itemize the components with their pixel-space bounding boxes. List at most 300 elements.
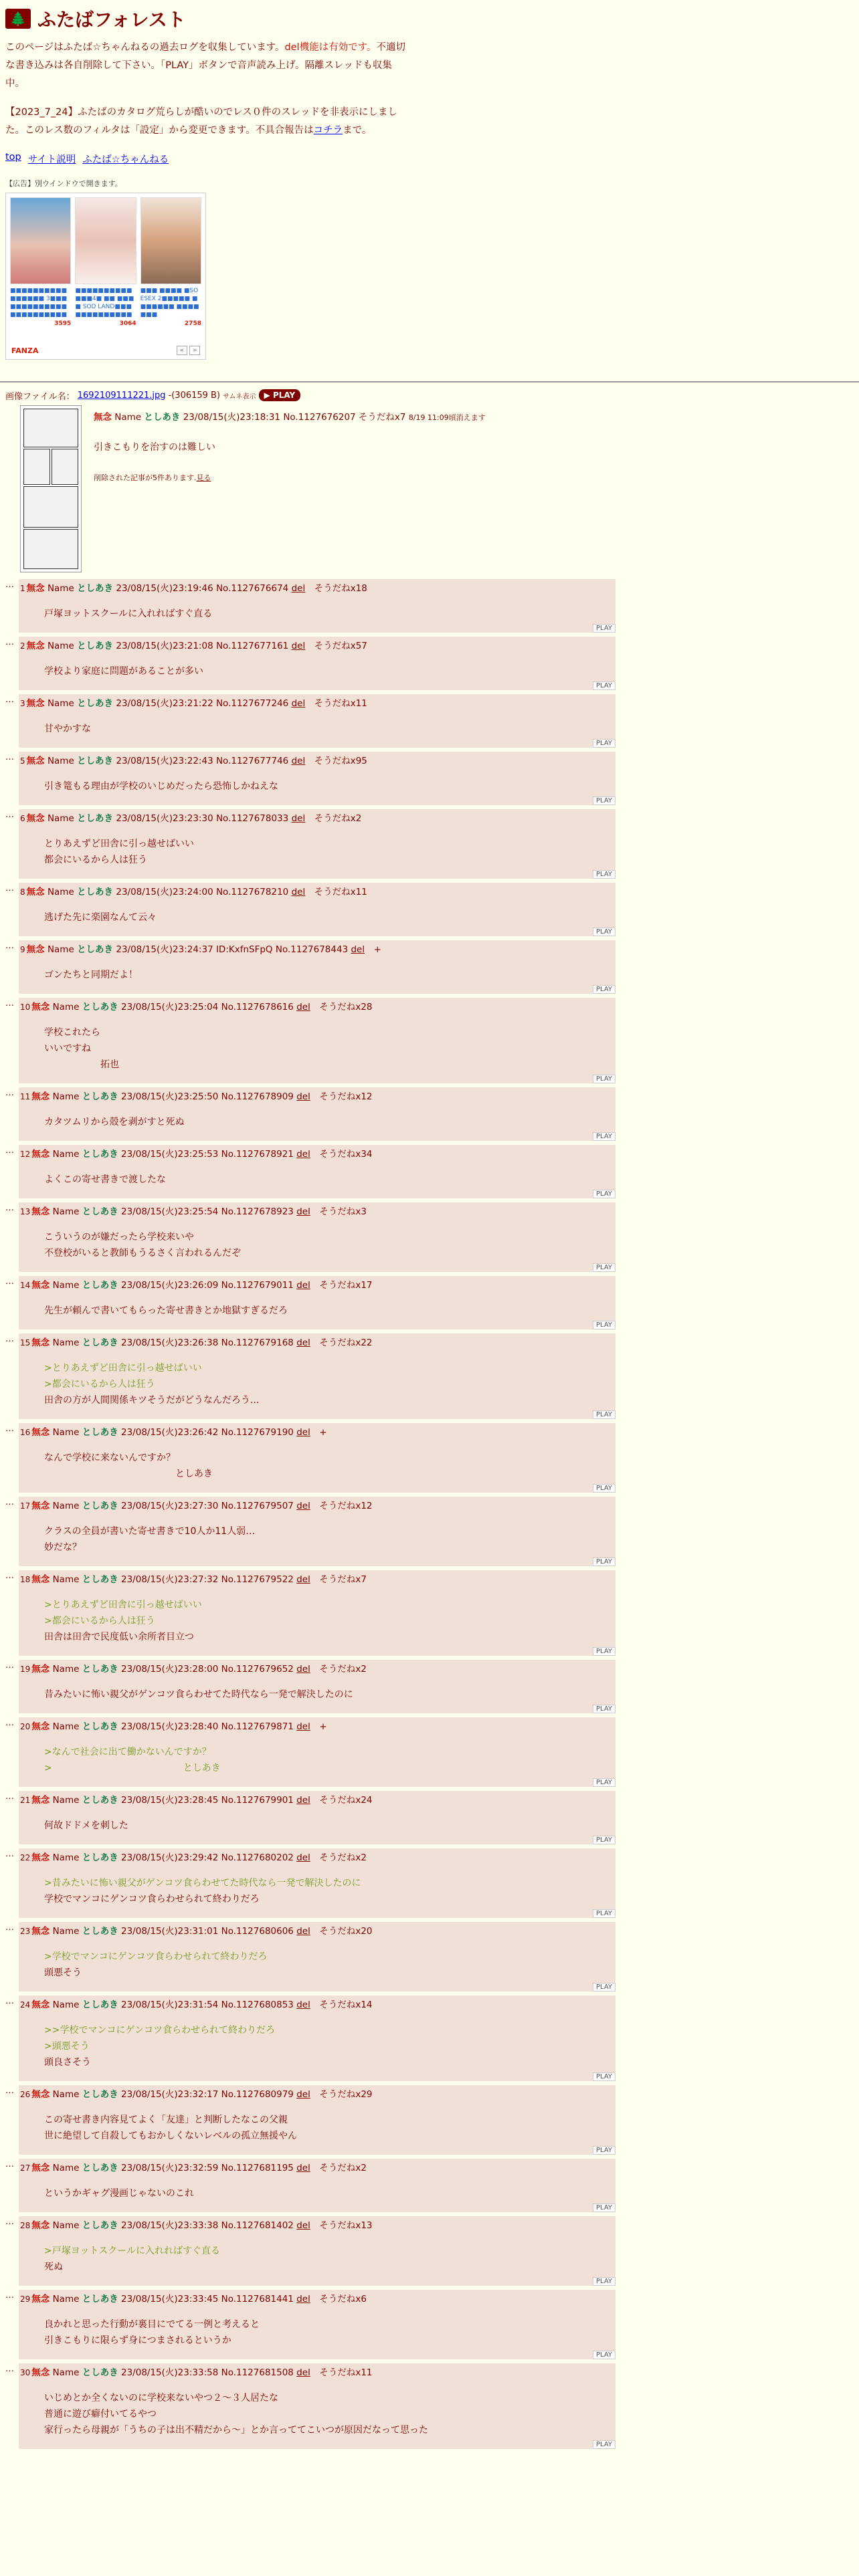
- reply-play-button[interactable]: PLAY: [593, 1836, 615, 1844]
- reply-row: [5, 940, 854, 994]
- reply-post-number[interactable]: No.1127677246: [215, 698, 289, 709]
- reply-name-label: Name: [47, 887, 74, 897]
- reply-spacer: [19, 1261, 615, 1272]
- reply-del-link[interactable]: del: [351, 944, 365, 955]
- reply-text: [44, 1172, 615, 1188]
- site-title-row: [5, 5, 854, 32]
- ad-description[interactable]: ■■■■■■■■■■■■■■■■ 3■■■■■■■■■■■■■■■■■■■■■■■: [10, 288, 68, 318]
- reply-datetime: 23/08/15(火)23:27:30: [121, 1501, 219, 1511]
- reply-header: [19, 1333, 615, 1348]
- reply-del-link[interactable]: del: [296, 1501, 310, 1511]
- reply-spacer: [19, 622, 615, 633]
- reply-del-link[interactable]: del: [296, 2220, 310, 2231]
- reply-datetime: 23/08/15(火)23:27:32: [121, 1574, 219, 1585]
- reply-play-button[interactable]: PLAY: [593, 2440, 615, 2449]
- reply-play-button[interactable]: PLAY: [593, 2146, 615, 2155]
- reply-play-button[interactable]: PLAY: [593, 681, 615, 690]
- reply-spacer: [19, 1408, 615, 1419]
- reply-sodane[interactable]: そうだねx57: [314, 641, 367, 651]
- reply-post-number[interactable]: No.1127681195: [221, 2163, 294, 2173]
- reply-number: 15: [20, 1338, 31, 1348]
- reply-number: 16: [20, 1428, 31, 1437]
- reply-spacer: [19, 1645, 615, 1656]
- ad-label: 【広告】別ウインドウで開きます。: [5, 179, 122, 188]
- ad-price: 3064: [119, 320, 136, 327]
- ad-description[interactable]: ■■■ ■■■■ ■SOESEX 2■■■■■ ■■■■■■■ ■■■■■■■: [140, 288, 199, 318]
- reply-post-number[interactable]: No.1127681441: [221, 2294, 294, 2304]
- reply-sodane[interactable]: そうだねx11: [314, 698, 367, 709]
- reply-number: 18: [20, 1575, 31, 1584]
- reply-sodane[interactable]: そうだねx95: [314, 756, 367, 766]
- op-play-button[interactable]: ▶ PLAY: [259, 389, 301, 401]
- reply-subject: 無念: [31, 1795, 50, 1806]
- reply-play-button[interactable]: PLAY: [593, 2351, 615, 2359]
- reply-post-number[interactable]: ID:KxfnSFpQ No.1127678443: [215, 944, 349, 955]
- reply-play-button[interactable]: PLAY: [593, 739, 615, 748]
- reply-del-link[interactable]: del: [291, 813, 306, 824]
- reply-name: としあき: [77, 944, 114, 955]
- reply-header: [19, 1497, 615, 1511]
- reply-post-number[interactable]: No.1127678616: [221, 1002, 294, 1012]
- reply-number: 10: [20, 1002, 31, 1012]
- reply-row: [5, 752, 854, 805]
- reply-row: [5, 1087, 854, 1141]
- reply-datetime: 23/08/15(火)23:32:17: [121, 2089, 219, 2100]
- reply-post-number[interactable]: No.1127679652: [221, 1664, 294, 1675]
- reply-sodane[interactable]: そうだねx2: [314, 813, 362, 824]
- reply-number: 17: [20, 1501, 31, 1511]
- reply-dots: …: [5, 1923, 13, 1933]
- nav-futaba-link[interactable]: ふたば☆ちゃんねる: [82, 154, 169, 165]
- reply-post-number[interactable]: No.1127676674: [215, 583, 289, 594]
- reply-sodane[interactable]: そうだねx12: [319, 1501, 373, 1511]
- reply-sodane[interactable]: そうだねx2: [319, 2163, 367, 2173]
- text-line: 頭良さそう: [44, 2057, 91, 2068]
- reply-sodane[interactable]: そうだねx18: [314, 583, 367, 594]
- reply-del-link[interactable]: del: [296, 2367, 310, 2378]
- reply-play-button[interactable]: PLAY: [593, 928, 615, 936]
- reply-spacer: [19, 1188, 615, 1198]
- reply-del-link[interactable]: del: [296, 1926, 310, 1937]
- reply-sodane[interactable]: そうだねx13: [319, 2220, 373, 2231]
- reply-post-number[interactable]: No.1127678909: [221, 1091, 294, 1102]
- reply-del-link[interactable]: del: [291, 641, 306, 651]
- reply-del-link[interactable]: del: [296, 1002, 310, 1012]
- reply-text: [44, 1949, 615, 1981]
- reply-row: [5, 2290, 854, 2359]
- reply-play-button[interactable]: PLAY: [593, 624, 615, 633]
- ad-item[interactable]: [10, 197, 71, 327]
- ad-prev-button[interactable]: <: [177, 346, 187, 355]
- reply-sodane[interactable]: そうだねx28: [319, 1002, 373, 1012]
- reply-header: [19, 637, 615, 651]
- reply-spacer: [19, 1776, 615, 1787]
- reply-subject: 無念: [31, 1091, 50, 1102]
- reply-dots: …: [5, 580, 13, 590]
- text-line: こういうのが嫌だったら学校来いや: [44, 1232, 194, 1243]
- reply-name-label: Name: [52, 1852, 80, 1863]
- reply-sodane[interactable]: そうだねx7: [319, 1574, 367, 1585]
- site-logo-icon[interactable]: 🌲: [5, 9, 31, 29]
- reply-post-number[interactable]: No.1127681508: [221, 2367, 294, 2378]
- deleted-note-text: 削除された記事が5件あります.: [94, 473, 197, 482]
- reply-name-label: Name: [52, 1280, 80, 1291]
- reply-datetime: 23/08/15(火)23:21:08: [116, 641, 213, 651]
- reply-del-link[interactable]: del: [296, 2089, 310, 2100]
- reply-post-number[interactable]: No.1127679011: [221, 1280, 294, 1291]
- reply-del-link[interactable]: del: [296, 1337, 310, 1348]
- reply-number: 8: [20, 887, 25, 897]
- reply-sodane[interactable]: そうだねx20: [319, 1926, 373, 1937]
- reply-post: [19, 579, 615, 633]
- reply-datetime: 23/08/15(火)23:26:09: [121, 1280, 219, 1291]
- text-line: 不登校がいると教師もうるさく言われるんだぞ: [44, 1248, 241, 1259]
- reply-header: [19, 2216, 615, 2231]
- reply-spacer: [19, 1319, 615, 1329]
- reply-datetime: 23/08/15(火)23:25:53: [121, 1149, 219, 1160]
- reply-header: [19, 2085, 615, 2100]
- quote-line: >とりあえずど田舎に引っ越せばいい: [44, 1600, 202, 1610]
- reply-text: [44, 1818, 615, 1834]
- reply-play-button[interactable]: PLAY: [593, 985, 615, 994]
- reply-dots: …: [5, 998, 13, 1008]
- reply-post-number[interactable]: No.1127677161: [215, 641, 289, 651]
- reply-play-button[interactable]: PLAY: [593, 1410, 615, 1419]
- reply-spacer: [19, 1907, 615, 1918]
- manga-panel: [23, 409, 78, 447]
- reply-play-button[interactable]: PLAY: [593, 2204, 615, 2212]
- reply-del-link[interactable]: del: [291, 698, 306, 709]
- reply-subject: 無念: [31, 2163, 50, 2173]
- reply-play-button[interactable]: PLAY: [593, 1558, 615, 1566]
- reply-del-link[interactable]: del: [296, 1091, 310, 1102]
- reply-sodane[interactable]: +: [373, 944, 381, 955]
- reply-play-button[interactable]: PLAY: [593, 1983, 615, 1992]
- reply-post-number[interactable]: No.1127679522: [221, 1574, 294, 1585]
- reply-number: 23: [20, 1927, 31, 1936]
- reply-post-number[interactable]: No.1127678210: [215, 887, 289, 897]
- reply-dots: …: [5, 2217, 13, 2227]
- op-sodane[interactable]: そうだねx7: [358, 412, 406, 423]
- nav-top-link[interactable]: top: [5, 152, 21, 163]
- reply-name-label: Name: [47, 698, 74, 709]
- ad-item[interactable]: [75, 197, 136, 327]
- quote-line: >>学校でマンコにゲンコツ食らわせられて終わりだろ: [44, 2025, 276, 2036]
- reply-sodane[interactable]: そうだねx14: [319, 2000, 373, 2010]
- reply-post-number[interactable]: No.1127678923: [221, 1206, 294, 1217]
- reply-post-number[interactable]: No.1127680606: [221, 1926, 294, 1937]
- reply-dots: …: [5, 1849, 13, 1859]
- reply-text: [44, 778, 615, 794]
- text-line: 学校でマンコにゲンコツ食らわせられて終わりだろ: [44, 1894, 260, 1905]
- reply-name-label: Name: [52, 1149, 80, 1160]
- reply-number: 20: [20, 1722, 31, 1731]
- reply-header: [19, 752, 615, 766]
- reply-header: [19, 940, 615, 955]
- reply-post: [19, 1423, 615, 1493]
- reply-post-number[interactable]: No.1127680202: [221, 1852, 294, 1863]
- reply-play-button[interactable]: PLAY: [593, 1321, 615, 1329]
- reply-number: 26: [20, 2090, 31, 2099]
- text-line: としあき: [44, 1469, 213, 1479]
- reply-name-label: Name: [52, 2367, 80, 2378]
- reply-post-number[interactable]: No.1127678921: [221, 1149, 294, 1160]
- reply-play-button[interactable]: PLAY: [593, 1647, 615, 1656]
- reply-dots: …: [5, 637, 13, 647]
- reply-subject: 無念: [31, 1664, 50, 1675]
- ad-thumbnail[interactable]: [75, 197, 136, 284]
- reply-sodane[interactable]: そうだねx34: [319, 1149, 373, 1160]
- reply-post-number[interactable]: No.1127677746: [215, 756, 289, 766]
- reply-del-link[interactable]: del: [291, 756, 306, 766]
- reply-datetime: 23/08/15(火)23:25:50: [121, 1091, 219, 1102]
- op-datetime: 23/08/15(火)23:18:31: [183, 412, 281, 423]
- reply-name-label: Name: [52, 2163, 80, 2173]
- reply-sodane[interactable]: そうだねx2: [319, 1664, 367, 1675]
- reply-post-number[interactable]: No.1127679168: [221, 1337, 294, 1348]
- reply-header: [19, 1276, 615, 1291]
- reply-post: [19, 1202, 615, 1272]
- reply-sodane[interactable]: +: [319, 1427, 327, 1438]
- reply-dots: …: [5, 1088, 13, 1098]
- quote-line: >とりあえずど田舎に引っ越せばいい: [44, 1363, 202, 1374]
- reply-spacer: [19, 983, 615, 994]
- ad-thumbnail[interactable]: [10, 197, 71, 284]
- reply-post-number[interactable]: No.1127679871: [221, 1721, 294, 1732]
- op-text: 引きこもりを治すのは難しい: [94, 442, 215, 453]
- ad-brand-logo[interactable]: FANZA: [11, 346, 39, 355]
- reply-sodane[interactable]: そうだねx17: [319, 1280, 373, 1291]
- reply-subject: 無念: [31, 1149, 50, 1160]
- ad-description[interactable]: ■■■■■■■■■■■■■4■ ■■ ■■■■ SOD LAND■■■■■■■■■■■■■: [75, 288, 134, 318]
- reply-spacer: [19, 1555, 615, 1566]
- reply-post-number[interactable]: No.1127680853: [221, 2000, 294, 2010]
- ad-next-button[interactable]: >: [189, 346, 200, 355]
- reply-del-link[interactable]: del: [296, 1721, 310, 1732]
- reply-play-button[interactable]: PLAY: [593, 870, 615, 879]
- reply-spacer: [19, 2070, 615, 2081]
- reply-datetime: 23/08/15(火)23:31:01: [121, 1926, 219, 1937]
- reply-del-link[interactable]: del: [296, 1427, 310, 1438]
- reply-header: [19, 2363, 615, 2378]
- reply-play-button[interactable]: PLAY: [593, 1190, 615, 1198]
- reply-subject: 無念: [31, 2220, 50, 2231]
- ad-banner[interactable]: [5, 193, 206, 360]
- quote-line: >頭悪そう: [44, 2041, 90, 2052]
- reply-sodane[interactable]: +: [319, 1721, 327, 1732]
- text-line: 田舎は田舎で民度低い余所者目立つ: [44, 1632, 194, 1642]
- quote-line: >都会にいるから人は狂う: [44, 1616, 155, 1626]
- reply-play-button[interactable]: PLAY: [593, 1075, 615, 1083]
- reply-dots: …: [5, 2364, 13, 2374]
- op-header: [94, 409, 486, 423]
- reply-sodane[interactable]: そうだねx29: [319, 2089, 373, 2100]
- reply-subject: 無念: [31, 1574, 50, 1585]
- reply-del-link[interactable]: del: [291, 887, 306, 897]
- ad-thumbnail[interactable]: [140, 197, 201, 284]
- reply-post: [19, 637, 615, 690]
- reply-del-link[interactable]: del: [296, 1280, 310, 1291]
- reply-spacer: [19, 2202, 615, 2212]
- reply-datetime: 23/08/15(火)23:31:54: [121, 2000, 219, 2010]
- reply-sodane[interactable]: そうだねx11: [314, 887, 367, 897]
- ad-price: 3595: [54, 320, 72, 327]
- op-name: としあき: [144, 412, 181, 423]
- reply-datetime: 23/08/15(火)23:19:46: [116, 583, 213, 594]
- reply-post-number[interactable]: No.1127679901: [221, 1795, 294, 1806]
- reply-play-button[interactable]: PLAY: [593, 2072, 615, 2081]
- reply-sodane[interactable]: そうだねx6: [319, 2294, 367, 2304]
- reply-subject: 無念: [31, 1337, 50, 1348]
- reply-play-button[interactable]: PLAY: [593, 1263, 615, 1272]
- reply-name: としあき: [82, 2367, 118, 2378]
- reply-row: [5, 998, 854, 1083]
- reply-datetime: 23/08/15(火)23:28:45: [121, 1795, 219, 1806]
- text-line: 先生が頼んで書いてもらった寄せ書きとか地獄すぎるだろ: [44, 1305, 288, 1316]
- reply-text: [44, 2112, 615, 2144]
- reply-number: 21: [20, 1796, 31, 1805]
- reply-text: [44, 1744, 615, 1776]
- reply-row: [5, 1570, 854, 1656]
- reply-name-label: Name: [52, 1721, 80, 1732]
- nav-about-link[interactable]: サイト説明: [27, 154, 76, 165]
- reply-spacer: [19, 926, 615, 936]
- intro-text-1: このページはふたば☆ちゃんねるの過去ログを収集しています。: [5, 42, 285, 53]
- reply-name: としあき: [82, 1852, 118, 1863]
- manga-panel: [23, 449, 50, 485]
- reply-del-link[interactable]: del: [296, 2000, 310, 2010]
- reply-text: [44, 2185, 615, 2202]
- reply-post: [19, 1497, 615, 1566]
- report-link[interactable]: コチラ: [313, 125, 343, 136]
- reply-play-button[interactable]: PLAY: [593, 1132, 615, 1141]
- reply-sodane[interactable]: そうだねx3: [319, 1206, 367, 1217]
- reply-datetime: 23/08/15(火)23:33:45: [121, 2294, 219, 2304]
- op-number[interactable]: No.1127676207: [283, 412, 356, 423]
- site-title[interactable]: ふたばフォレスト: [37, 9, 186, 31]
- reply-datetime: 23/08/15(火)23:32:59: [121, 2163, 219, 2173]
- reply-text: [44, 1229, 615, 1261]
- ad-item[interactable]: [140, 197, 201, 327]
- reply-name: としあき: [82, 1002, 118, 1012]
- text-line: なんで学校に来ないんですか？: [44, 1453, 175, 1463]
- reply-dots: …: [5, 941, 13, 951]
- reply-number: 28: [20, 2221, 31, 2230]
- reply-header: [19, 1423, 615, 1438]
- reply-dots: …: [5, 695, 13, 705]
- text-line: 死ぬ: [44, 2262, 63, 2272]
- reply-post-number[interactable]: No.1127679190: [221, 1427, 294, 1438]
- reply-header: [19, 809, 615, 824]
- reply-sodane[interactable]: そうだねx2: [319, 1852, 367, 1863]
- show-deleted-link[interactable]: 見る: [196, 473, 211, 482]
- reply-name: としあき: [82, 1149, 118, 1160]
- reply-post-number[interactable]: No.1127681402: [221, 2220, 294, 2231]
- quote-line: >戸塚ヨットスクールに入れればすぐ直る: [44, 2246, 221, 2256]
- reply-sodane[interactable]: そうだねx12: [319, 1091, 373, 1102]
- reply-spacer: [19, 1073, 615, 1083]
- reply-text: [44, 2022, 615, 2070]
- reply-post-number[interactable]: No.1127680979: [221, 2089, 294, 2100]
- reply-text: [44, 1114, 615, 1130]
- reply-text: [44, 721, 615, 737]
- reply-post-number[interactable]: No.1127678033: [215, 813, 289, 824]
- reply-post: [19, 883, 615, 936]
- reply-sodane[interactable]: そうだねx24: [319, 1795, 373, 1806]
- ad-pager: [177, 346, 200, 355]
- reply-row: [5, 1276, 854, 1329]
- reply-del-link[interactable]: del: [296, 2163, 310, 2173]
- reply-play-button[interactable]: PLAY: [593, 1778, 615, 1787]
- reply-del-link[interactable]: del: [296, 1574, 310, 1585]
- reply-play-button[interactable]: PLAY: [593, 796, 615, 805]
- text-line: 何故ドドメを刺した: [44, 1820, 128, 1831]
- reply-del-link[interactable]: del: [296, 1852, 310, 1863]
- reply-name-label: Name: [47, 583, 74, 594]
- reply-text: [44, 606, 615, 622]
- reply-spacer: [19, 679, 615, 690]
- reply-del-link[interactable]: del: [296, 1795, 310, 1806]
- intro-notice: [5, 39, 407, 93]
- reply-play-button[interactable]: PLAY: [593, 2277, 615, 2286]
- manga-panel: [23, 529, 78, 569]
- reply-subject: 無念: [31, 2000, 50, 2010]
- reply-dots: …: [5, 2290, 13, 2300]
- reply-dots: …: [5, 1424, 13, 1434]
- reply-header: [19, 1202, 615, 1217]
- op-thumbnail[interactable]: [20, 405, 82, 572]
- reply-number: 11: [20, 1092, 31, 1101]
- thread: [0, 383, 859, 2449]
- text-line: 昔みたいに怖い親父がゲンコツ食らわせてた時代なら一発で解決したのに: [44, 1689, 353, 1700]
- ad-area: [5, 178, 854, 360]
- reply-subject: 無念: [31, 2089, 50, 2100]
- thumbnail-note: サムネ表示: [223, 393, 256, 401]
- reply-post: [19, 1848, 615, 1918]
- reply-del-link[interactable]: del: [296, 1206, 310, 1217]
- reply-del-link[interactable]: del: [291, 583, 306, 594]
- reply-post-number[interactable]: No.1127679507: [221, 1501, 294, 1511]
- file-link[interactable]: 1692109111221.jpg: [77, 390, 166, 401]
- update-text-end: まで。: [343, 125, 372, 136]
- reply-header: [19, 998, 615, 1012]
- reply-dots: …: [5, 1792, 13, 1802]
- reply-post: [19, 2290, 615, 2359]
- reply-subject: 無念: [31, 1002, 50, 1012]
- reply-row: [5, 1791, 854, 1844]
- reply-subject: 無念: [31, 1280, 50, 1291]
- reply-del-link[interactable]: del: [296, 2294, 310, 2304]
- text-line: 学校これたら: [44, 1027, 100, 1038]
- reply-play-button[interactable]: PLAY: [593, 1484, 615, 1493]
- reply-play-button[interactable]: PLAY: [593, 1909, 615, 1918]
- reply-name-label: Name: [47, 756, 74, 766]
- text-line: というかギャグ漫画じゃないのこれ: [44, 2188, 194, 2199]
- reply-header: [19, 694, 615, 709]
- reply-play-button[interactable]: PLAY: [593, 1705, 615, 1713]
- reply-name: としあき: [82, 2294, 118, 2304]
- reply-sodane[interactable]: そうだねx11: [319, 2367, 373, 2378]
- reply-del-link[interactable]: del: [296, 1149, 310, 1160]
- text-line: とりあえずど田舎に引っ越せばいい: [44, 839, 194, 849]
- reply-del-link[interactable]: del: [296, 1664, 310, 1675]
- reply-datetime: 23/08/15(火)23:24:37: [116, 944, 213, 955]
- reply-row: [5, 694, 854, 748]
- reply-datetime: 23/08/15(火)23:22:43: [116, 756, 213, 766]
- reply-post: [19, 1276, 615, 1329]
- reply-name-label: Name: [52, 2220, 80, 2231]
- reply-sodane[interactable]: そうだねx22: [319, 1337, 373, 1348]
